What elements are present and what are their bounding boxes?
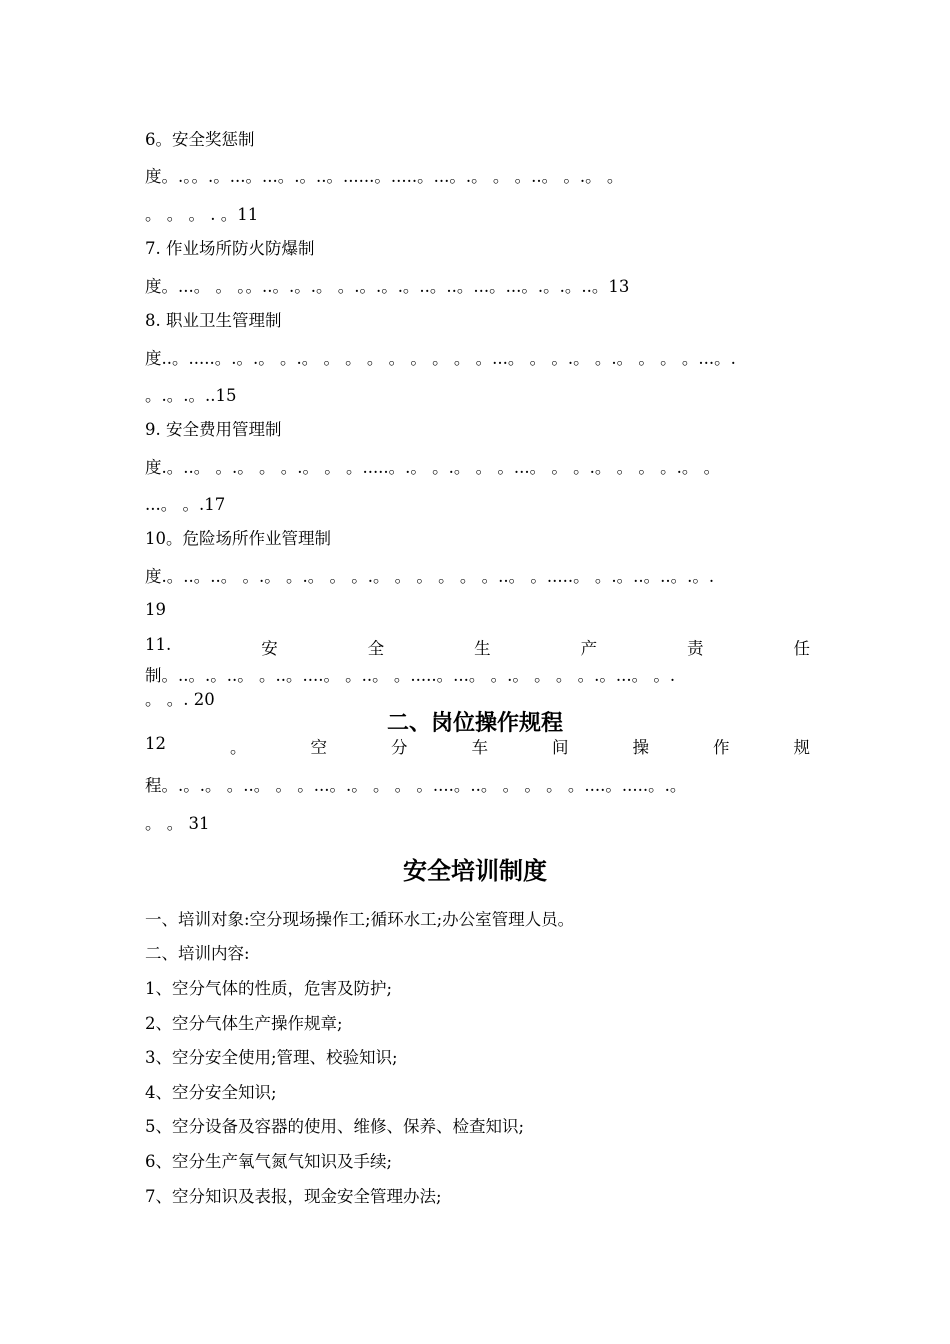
toc-item-11-title xyxy=(145,635,810,659)
toc-item-6-leader: 度。.。。.。...。...。.。..。......。.....。...。.。 。 。..。 。.。 。 xyxy=(145,167,624,186)
toc-item-9-title: 9. 安全费用管理制 xyxy=(145,420,282,439)
toc-item-10-leader: 度.。..。..。 。.。 。.。 。 。.。 。 。 。 。 。..。 。.....。 。.。..。..。.。. xyxy=(145,567,715,586)
body-line: 1、空分气体的性质，危害及防护; xyxy=(145,979,393,998)
toc-item-7-title: 7. 作业场所防火防爆制 xyxy=(145,239,315,258)
toc-item-12-title xyxy=(145,734,810,758)
body-line: 二、培训内容: xyxy=(145,944,250,963)
body-line: 7、空分知识及表报，现金安全管理办法; xyxy=(145,1187,442,1206)
toc-item-11-char: 生 xyxy=(474,639,491,658)
toc-item-11-char: 任 xyxy=(793,639,810,658)
toc-item-9-page: ...。 。.17 xyxy=(145,495,226,514)
body-line: 一、培训对象:空分现场操作工;循环水工;办公室管理人员。 xyxy=(145,910,575,929)
toc-item-12-page: 。 。 31 xyxy=(145,814,210,833)
toc-item-12-char: 分 xyxy=(391,738,408,757)
toc-item-12-char: 作 xyxy=(713,738,730,757)
toc-item-12-char: 规 xyxy=(793,738,810,757)
toc-item-12-char: 。 xyxy=(230,738,247,757)
body-line: 4、空分安全知识; xyxy=(145,1083,277,1102)
body-line: 3、空分安全使用;管理、校验知识; xyxy=(145,1048,398,1067)
body-line: 2、空分气体生产操作规章; xyxy=(145,1014,343,1033)
toc-item-12-char: 车 xyxy=(471,738,488,757)
toc-item-11-char: 责 xyxy=(687,639,704,658)
section-heading-post-operations: 二、岗位操作规程 xyxy=(386,711,563,736)
toc-item-10-page: 19 xyxy=(145,600,166,619)
toc-item-11-page: 。 。. 20 xyxy=(145,690,215,709)
toc-item-11-char: 11. xyxy=(145,635,172,654)
toc-item-10-title: 10。危险场所作业管理制 xyxy=(145,529,331,548)
toc-item-11-leader: 制。..。.。..。 。..。....。 。..。 。.....。...。 。.。 。 。 。.。...。 。. xyxy=(145,666,676,685)
toc-item-6-title: 6。安全奖惩制 xyxy=(145,130,255,149)
toc-item-12-char: 操 xyxy=(632,738,649,757)
toc-item-6-page: 。 。 。 . 。11 xyxy=(145,205,259,224)
toc-item-11-char: 全 xyxy=(367,639,385,658)
toc-item-11-char: 产 xyxy=(580,639,598,658)
body-line: 5、空分设备及容器的使用、维修、保养、检查知识; xyxy=(145,1117,525,1136)
toc-item-9-leader: 度.。..。 。.。 。 。.。 。 。.....。.。 。.。 。 。...。 。 。.。 。 。 。.。 。 xyxy=(145,458,721,477)
toc-item-12-leader: 程。.。.。 。..。 。 。...。.。 。 。 。....。..。 。 。 。 。....。.....。.。 xyxy=(145,776,687,795)
document-title: 安全培训制度 xyxy=(403,857,547,885)
toc-item-12-char: 间 xyxy=(552,738,569,757)
toc-item-12-char: 12 xyxy=(145,734,166,753)
toc-item-7-leader: 度。...。 。 。。..。.。.。 。.。.。.。..。..。...。...。.。.。..。13 xyxy=(145,277,630,296)
toc-item-8-page: 。.。.。..15 xyxy=(145,386,237,405)
toc-item-8-leader: 度..。.....。.。.。 。.。 。 。 。 。 。 。 。 。...。 。 。.。 。.。 。 。 。...。. xyxy=(145,349,736,368)
toc-item-11-char: 安 xyxy=(261,639,278,658)
body-line: 6、空分生产氧气氮气知识及手续; xyxy=(145,1152,393,1171)
toc-item-12-char: 空 xyxy=(310,738,327,757)
toc-item-8-title: 8. 职业卫生管理制 xyxy=(145,311,282,330)
